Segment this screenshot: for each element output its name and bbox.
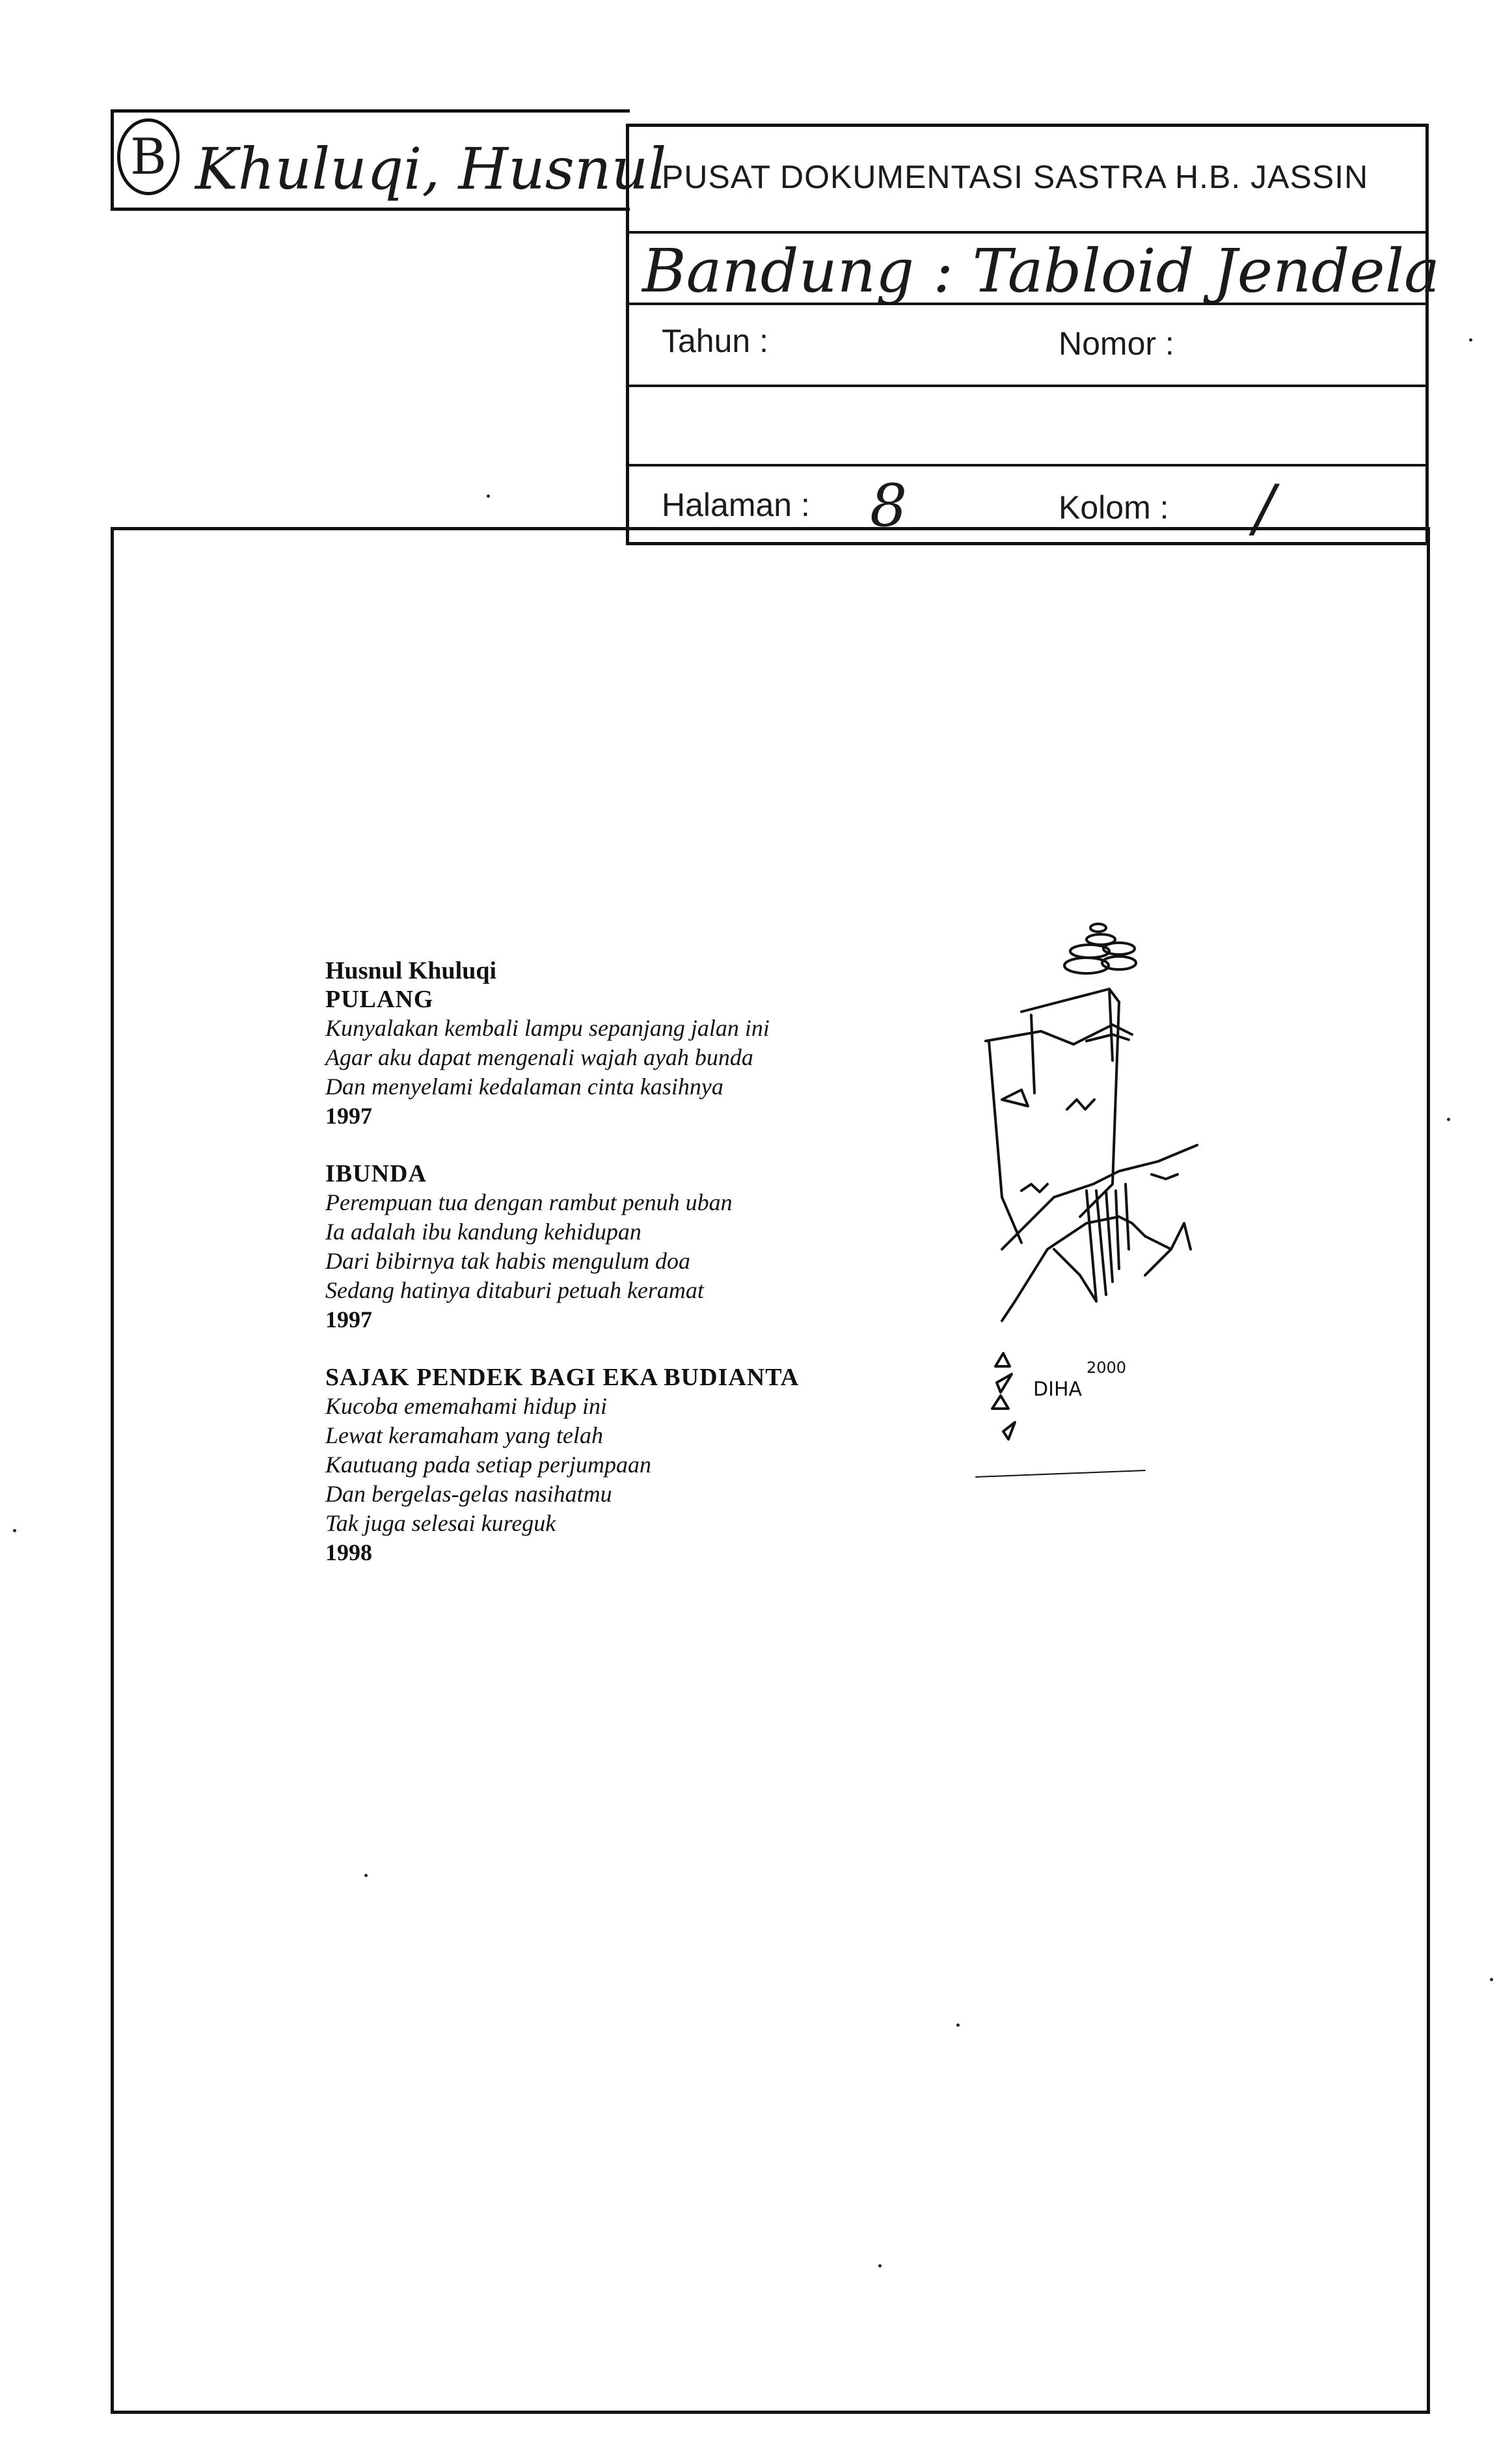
handwritten-name: Khuluqi, Husnul — [195, 135, 667, 202]
scan-speck — [13, 1529, 16, 1532]
poem-sajak-pendek — [325, 1363, 911, 1567]
circled-letter: B — [117, 118, 180, 195]
poem-ibunda — [325, 1159, 911, 1334]
poem-line: Lewat keramaham yang telah — [325, 1422, 603, 1448]
form-rule — [629, 231, 1425, 234]
poem-column — [325, 985, 911, 1596]
halaman-value: 8 — [870, 472, 908, 540]
source-handwritten: Bandung : Tabloid Jendela — [642, 236, 1440, 306]
poem-year: 1997 — [325, 1103, 372, 1129]
form-box — [626, 124, 1440, 545]
poem-year: 1998 — [325, 1539, 372, 1565]
form-rule — [629, 464, 1425, 467]
poem-line: Perempuan tua dengan rambut penuh uban — [325, 1189, 733, 1215]
scan-speck — [956, 2023, 960, 2027]
poem-author: Husnul Khuluqi — [325, 957, 497, 984]
kolom-label: Kolom : — [1059, 489, 1169, 526]
poem-line: Kucoba ememahami hidup ini — [325, 1393, 607, 1419]
scan-speck — [487, 494, 490, 498]
form-rule — [629, 303, 1425, 305]
form-rule — [629, 385, 1425, 387]
institution-title: PUSAT DOKUMENTASI SASTRA H.B. JASSIN — [662, 159, 1369, 195]
poem-line: Dari bibirnya tak habis mengulum doa — [325, 1248, 690, 1274]
poem-pulang — [325, 985, 911, 1131]
poem-line: Sedang hatinya ditaburi petuah keramat — [325, 1277, 704, 1303]
scan-speck — [1490, 1978, 1493, 1981]
face-sketch-illustration — [924, 911, 1230, 1496]
poem-line: Kautuang pada setiap perjumpaan — [325, 1452, 651, 1478]
halaman-label: Halaman : — [662, 487, 810, 523]
scan-speck — [1469, 338, 1472, 342]
poem-line: Tak juga selesai kureguk — [325, 1510, 556, 1536]
scan-speck — [364, 1874, 368, 1877]
poem-line: Ia adalah ibu kandung kehidupan — [325, 1219, 641, 1245]
illustration-signature: DIHA — [1033, 1378, 1083, 1401]
poem-year: 1997 — [325, 1306, 372, 1333]
nomor-label: Nomor : — [1059, 325, 1174, 362]
poem-title: IBUNDA — [325, 1160, 427, 1187]
kolom-value: / — [1254, 472, 1275, 545]
newspaper-clipping — [306, 911, 1230, 1614]
poem-line: Agar aku dapat mengenali wajah ayah bunda — [325, 1044, 753, 1070]
scan-speck — [878, 2264, 882, 2267]
poem-line: Kunyalakan kembali lampu sepanjang jalan ini — [325, 1015, 770, 1041]
tahun-label: Tahun : — [662, 323, 769, 359]
poem-line: Dan bergelas-gelas nasihatmu — [325, 1481, 612, 1507]
poem-line: Dan menyelami kedalaman cinta kasihnya — [325, 1074, 723, 1100]
illustration-year: 2000 — [1087, 1359, 1127, 1377]
poem-title: SAJAK PENDEK BAGI EKA BUDIANTA — [325, 1364, 800, 1391]
scan-speck — [1447, 1118, 1450, 1121]
poem-title: PULANG — [325, 986, 434, 1013]
